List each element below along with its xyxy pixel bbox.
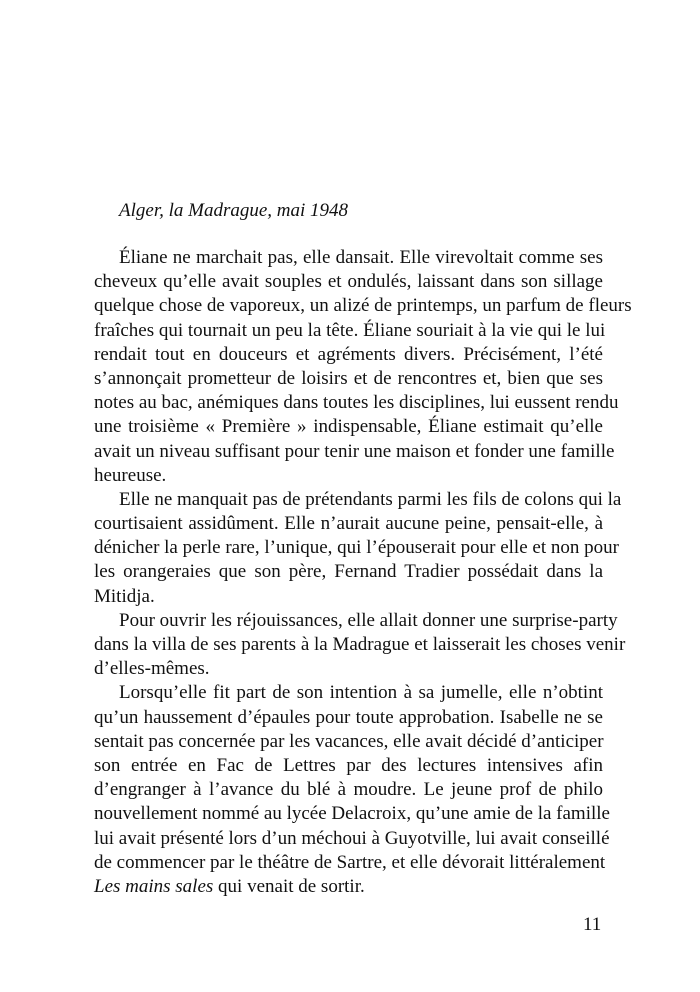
text-line: nouvellement nommé au lycée Delacroix, qu’une amie de la famille bbox=[94, 803, 610, 825]
text-line: heureuse. bbox=[94, 464, 167, 486]
paragraph bbox=[94, 609, 626, 682]
text-line bbox=[94, 875, 603, 899]
text-line: fraîches qui tournait un peu la tête. Éliane souriait à la vie qui le lui bbox=[94, 319, 606, 341]
text-line: de commencer par le théâtre de Sartre, et elle dévorait littéralement bbox=[94, 851, 606, 873]
text-line: rendait tout en douceurs et agréments divers. Précisément, l’été bbox=[94, 343, 603, 365]
paragraph bbox=[94, 488, 622, 609]
text-line: courtisaient assidûment. Elle n’aurait aucune peine, pensait-elle, à bbox=[94, 513, 603, 535]
text-line: Pour ouvrir les réjouissances, elle allait donner une surprise-party bbox=[119, 609, 618, 631]
paragraph bbox=[94, 681, 610, 899]
text-line: Mitidja. bbox=[94, 585, 155, 607]
text-line: son entrée en Fac de Lettres par des lectures intensives afin bbox=[94, 754, 603, 776]
text-line: sentait pas concernée par les vacances, elle avait décidé d’anticiper bbox=[94, 730, 604, 752]
text-line: Lorsqu’elle fit part de son intention à sa jumelle, elle n’obtint bbox=[119, 682, 603, 704]
text-line: les orangeraies que son père, Fernand Tradier possédait dans la bbox=[94, 561, 603, 583]
text-line: d’elles-mêmes. bbox=[94, 658, 210, 680]
text-line: dans la villa de ses parents à la Madrague et laisserait les choses venir bbox=[94, 634, 626, 655]
text-span: qui venait de sortir. bbox=[213, 875, 365, 897]
body-text bbox=[94, 246, 632, 899]
text-line: une troisième « Première » indispensable, Éliane estimait qu’elle bbox=[94, 416, 603, 438]
chapter-heading: Alger, la Madrague, mai 1948 bbox=[119, 200, 349, 221]
text-line: notes au bac, anémiques dans toutes les disciplines, lui eussent rendu bbox=[94, 392, 619, 414]
text-line: s’annonçait prometteur de loisirs et de rencontres et, bien que ses bbox=[94, 367, 603, 389]
book-title: Les mains sales bbox=[94, 875, 214, 897]
text-line: Éliane ne marchait pas, elle dansait. Elle virevoltait comme ses bbox=[119, 247, 603, 268]
text-line: quelque chose de vaporeux, un alizé de printemps, un parfum de fleurs bbox=[94, 295, 632, 317]
text-line: Elle ne manquait pas de prétendants parmi les fils de colons qui la bbox=[119, 488, 622, 510]
paragraph bbox=[94, 246, 632, 488]
text-line: dénicher la perle rare, l’unique, qui l’épouserait pour elle et non pour bbox=[94, 537, 619, 559]
text-line: d’engranger à l’avance du blé à moudre. Le jeune prof de philo bbox=[94, 779, 603, 801]
text-line: lui avait présenté lors d’un méchoui à Guyotville, lui avait conseillé bbox=[94, 827, 610, 849]
text-line: avait un niveau suffisant pour tenir une maison et fonder une famille bbox=[94, 440, 615, 462]
page-number: 11 bbox=[583, 914, 602, 935]
text-line: cheveux qu’elle avait souples et ondulés, laissant dans son sillage bbox=[94, 271, 603, 293]
text-line: qu’un haussement d’épaules pour toute approbation. Isabelle ne se bbox=[94, 706, 603, 728]
